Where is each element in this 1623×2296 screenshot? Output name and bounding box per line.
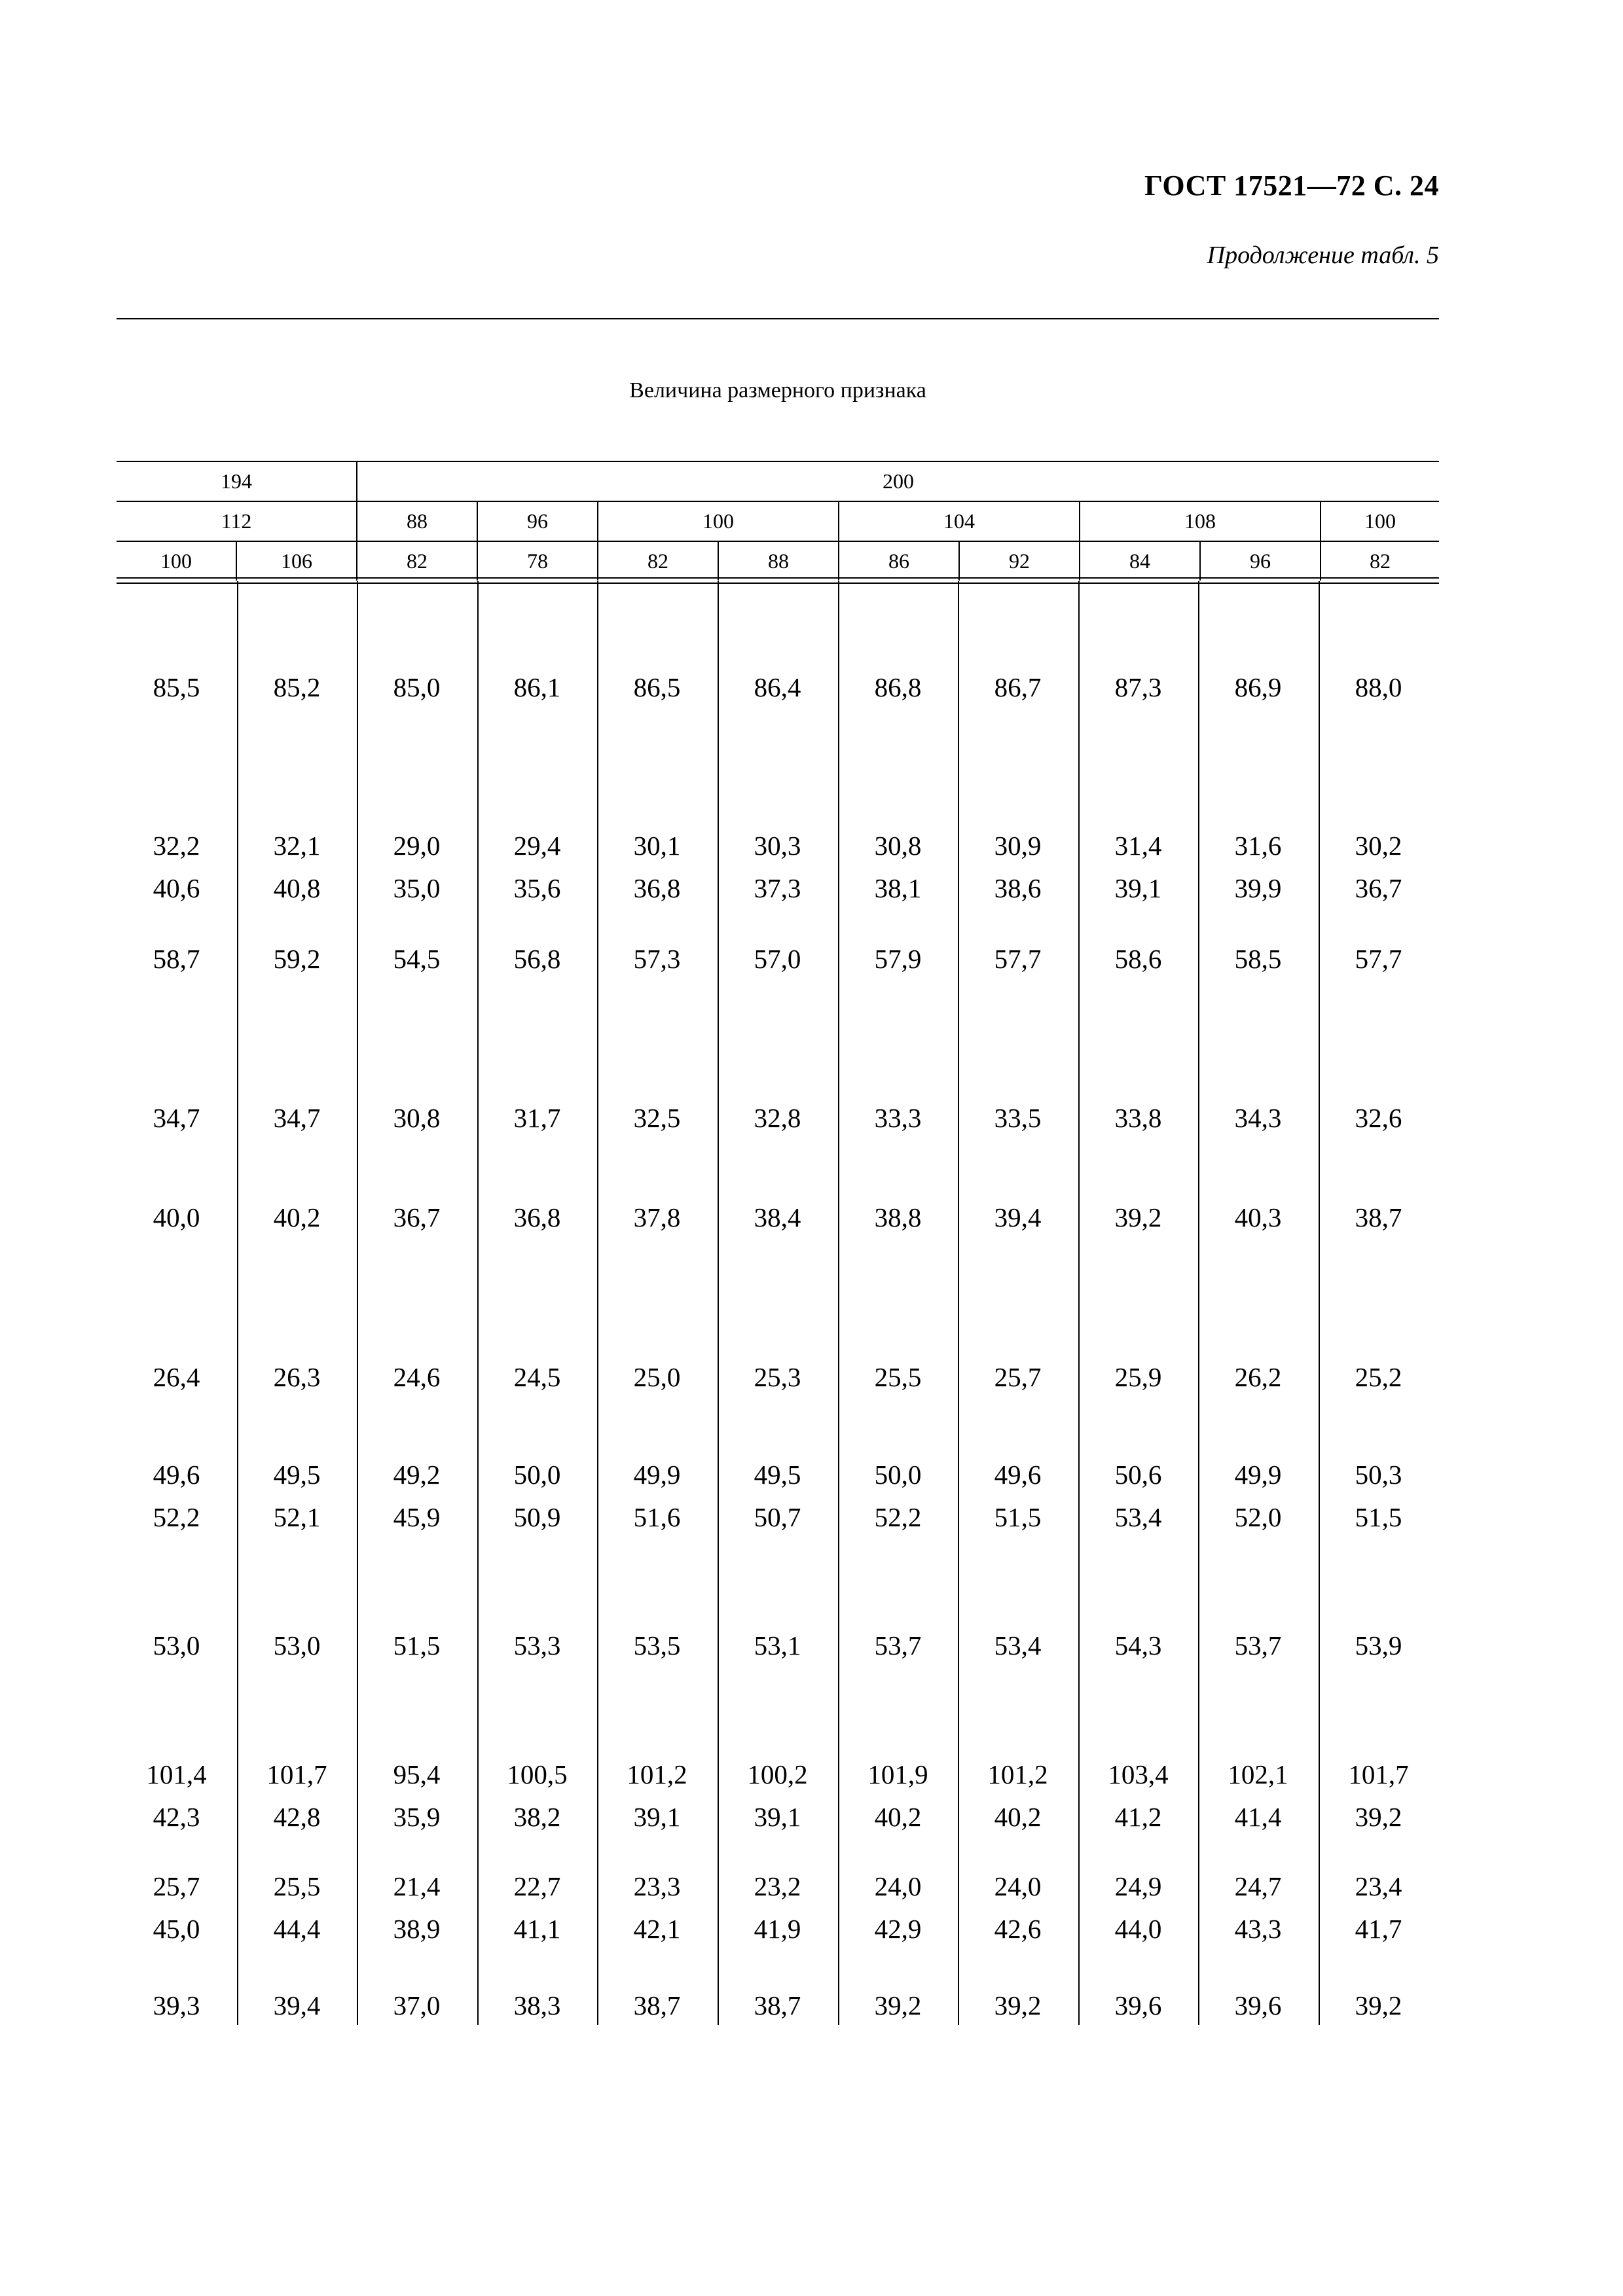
table-cell: 39,4 bbox=[273, 1990, 321, 2020]
table-cell: 50,0 bbox=[513, 1460, 561, 1490]
table-cell: 24,0 bbox=[874, 1871, 922, 1901]
table-cell: 57,9 bbox=[874, 944, 922, 974]
table-cell: 39,1 bbox=[633, 1802, 681, 1832]
top-rule bbox=[117, 318, 1439, 319]
table-cell: 35,9 bbox=[393, 1802, 441, 1832]
header-cell: 86 bbox=[839, 541, 959, 581]
table-cell: 25,9 bbox=[1114, 1362, 1162, 1392]
table-cell: 42,1 bbox=[633, 1914, 681, 1944]
table-cell: 30,8 bbox=[393, 1103, 441, 1133]
table-header bbox=[117, 461, 1439, 581]
table-cell: 49,2 bbox=[393, 1460, 441, 1490]
table-cell: 49,6 bbox=[153, 1460, 200, 1490]
table-cell: 41,7 bbox=[1355, 1914, 1402, 1944]
header-cell: 88 bbox=[357, 501, 477, 541]
header-cell: 200 bbox=[357, 461, 1439, 501]
table-cell: 53,9 bbox=[1355, 1630, 1402, 1660]
table-cell: 23,4 bbox=[1355, 1871, 1402, 1901]
header-cell: 108 bbox=[1080, 501, 1321, 541]
table-cell: 53,5 bbox=[633, 1630, 681, 1660]
header-cell: 96 bbox=[477, 501, 598, 541]
table-cell: 23,2 bbox=[754, 1871, 801, 1901]
table-cell: 25,5 bbox=[273, 1871, 321, 1901]
table-cell: 25,7 bbox=[153, 1871, 200, 1901]
table-cell: 49,9 bbox=[633, 1460, 681, 1490]
table-cell: 37,3 bbox=[754, 873, 801, 903]
table-cell: 39,1 bbox=[754, 1802, 801, 1832]
table-cell: 33,5 bbox=[994, 1103, 1042, 1133]
table-cell: 42,8 bbox=[273, 1802, 321, 1832]
table-cell: 57,3 bbox=[633, 944, 681, 974]
table-cell: 38,3 bbox=[513, 1990, 561, 2020]
table-cell: 37,0 bbox=[393, 1990, 441, 2020]
table-cell: 40,8 bbox=[273, 873, 321, 903]
table-cell: 40,0 bbox=[153, 1202, 200, 1232]
table-cell: 42,9 bbox=[874, 1914, 922, 1944]
table-cell: 45,9 bbox=[393, 1502, 441, 1532]
header-cell: 100 bbox=[598, 501, 839, 541]
table-cell: 58,5 bbox=[1234, 944, 1282, 974]
table-cell: 29,4 bbox=[513, 831, 561, 861]
table-cell: 34,3 bbox=[1234, 1103, 1282, 1133]
table-cell: 30,9 bbox=[994, 831, 1042, 861]
table-cell: 53,0 bbox=[273, 1630, 321, 1660]
table-cell: 102,1 bbox=[1228, 1759, 1288, 1789]
table-cell: 85,0 bbox=[393, 672, 441, 702]
table-cell: 100,2 bbox=[747, 1759, 808, 1789]
table-cell: 39,1 bbox=[1114, 873, 1162, 903]
table-cell: 51,5 bbox=[1355, 1502, 1402, 1532]
table-cell: 29,0 bbox=[393, 831, 441, 861]
header-cell: 92 bbox=[959, 541, 1080, 581]
table-cell: 54,3 bbox=[1114, 1630, 1162, 1660]
table-cell: 86,8 bbox=[874, 672, 922, 702]
header-cell: 88 bbox=[718, 541, 839, 581]
table-cell: 50,7 bbox=[754, 1502, 801, 1532]
table-caption: Величина размерного признака bbox=[629, 378, 926, 403]
header-cell: 104 bbox=[839, 501, 1080, 541]
table-cell: 40,2 bbox=[994, 1802, 1042, 1832]
header-cell: 100 bbox=[1321, 501, 1439, 541]
table-cell: 57,7 bbox=[1355, 944, 1402, 974]
table-cell: 86,5 bbox=[633, 672, 681, 702]
table-cell: 39,2 bbox=[1114, 1202, 1162, 1232]
table-cell: 32,2 bbox=[153, 831, 200, 861]
header-double-rule bbox=[117, 577, 1439, 584]
table-cell: 44,4 bbox=[273, 1914, 321, 1944]
table-cell: 38,7 bbox=[1355, 1202, 1402, 1232]
table-cell: 38,4 bbox=[754, 1202, 801, 1232]
table-continuation-note: Продолжение табл. 5 bbox=[1207, 242, 1439, 269]
table-cell: 44,0 bbox=[1114, 1914, 1162, 1944]
table-cell: 36,7 bbox=[393, 1202, 441, 1232]
table-cell: 25,2 bbox=[1355, 1362, 1402, 1392]
table-cell: 52,0 bbox=[1234, 1502, 1282, 1532]
table-cell: 24,6 bbox=[393, 1362, 441, 1392]
table-cell: 51,5 bbox=[994, 1502, 1042, 1532]
table-cell: 21,4 bbox=[393, 1871, 441, 1901]
table-cell: 58,7 bbox=[153, 944, 200, 974]
table-cell: 32,6 bbox=[1355, 1103, 1402, 1133]
table-cell: 95,4 bbox=[393, 1759, 441, 1789]
table-cell: 57,0 bbox=[754, 944, 801, 974]
table-cell: 39,6 bbox=[1234, 1990, 1282, 2020]
table-cell: 38,6 bbox=[994, 873, 1042, 903]
header-cell: 96 bbox=[1200, 541, 1321, 581]
header-cell: 82 bbox=[1321, 541, 1439, 581]
table-cell: 101,4 bbox=[146, 1759, 207, 1789]
header-cell: 112 bbox=[117, 501, 357, 541]
table-cell: 30,8 bbox=[874, 831, 922, 861]
table-cell: 86,4 bbox=[754, 672, 801, 702]
table-cell: 24,5 bbox=[513, 1362, 561, 1392]
table-cell: 53,1 bbox=[754, 1630, 801, 1660]
table-cell: 42,3 bbox=[153, 1802, 200, 1832]
table-cell: 101,7 bbox=[1348, 1759, 1409, 1789]
table-cell: 32,1 bbox=[273, 831, 321, 861]
table-cell: 54,5 bbox=[393, 944, 441, 974]
table-cell: 50,6 bbox=[1114, 1460, 1162, 1490]
table-cell: 39,2 bbox=[1355, 1802, 1402, 1832]
table-cell: 53,4 bbox=[994, 1630, 1042, 1660]
table-cell: 25,5 bbox=[874, 1362, 922, 1392]
table-cell: 59,2 bbox=[273, 944, 321, 974]
table-cell: 30,3 bbox=[754, 831, 801, 861]
table-cell: 31,7 bbox=[513, 1103, 561, 1133]
table-cell: 41,2 bbox=[1114, 1802, 1162, 1832]
table-cell: 38,8 bbox=[874, 1202, 922, 1232]
table-cell: 101,7 bbox=[266, 1759, 327, 1789]
table-cell: 53,4 bbox=[1114, 1502, 1162, 1532]
table-cell: 43,3 bbox=[1234, 1914, 1282, 1944]
table-cell: 37,8 bbox=[633, 1202, 681, 1232]
table-cell: 40,2 bbox=[273, 1202, 321, 1232]
table-cell: 100,5 bbox=[507, 1759, 568, 1789]
table-cell: 31,4 bbox=[1114, 831, 1162, 861]
table-cell: 38,7 bbox=[754, 1990, 801, 2020]
table-cell: 39,6 bbox=[1114, 1990, 1162, 2020]
table-cell: 39,2 bbox=[1355, 1990, 1402, 2020]
table-cell: 25,0 bbox=[633, 1362, 681, 1392]
table-cell: 24,9 bbox=[1114, 1871, 1162, 1901]
table-cell: 53,7 bbox=[874, 1630, 922, 1660]
table-cell: 26,4 bbox=[153, 1362, 200, 1392]
table-cell: 40,3 bbox=[1234, 1202, 1282, 1232]
table-cell: 101,9 bbox=[867, 1759, 928, 1789]
header-cell: 106 bbox=[236, 541, 357, 581]
table-cell: 22,7 bbox=[513, 1871, 561, 1901]
table-cell: 33,8 bbox=[1114, 1103, 1162, 1133]
table-cell: 86,9 bbox=[1234, 672, 1282, 702]
header-cell: 194 bbox=[117, 461, 357, 501]
table-cell: 25,3 bbox=[754, 1362, 801, 1392]
table-cell: 39,4 bbox=[994, 1202, 1042, 1232]
table-cell: 39,9 bbox=[1234, 873, 1282, 903]
table-cell: 85,2 bbox=[273, 672, 321, 702]
table-cell: 86,1 bbox=[513, 672, 561, 702]
table-cell: 23,3 bbox=[633, 1871, 681, 1901]
table-cell: 50,0 bbox=[874, 1460, 922, 1490]
table-cell: 45,0 bbox=[153, 1914, 200, 1944]
header-cell: 82 bbox=[357, 541, 477, 581]
table-cell: 52,1 bbox=[273, 1502, 321, 1532]
table-cell: 50,9 bbox=[513, 1502, 561, 1532]
table-cell: 53,3 bbox=[513, 1630, 561, 1660]
table-cell: 49,5 bbox=[273, 1460, 321, 1490]
table-cell: 53,7 bbox=[1234, 1630, 1282, 1660]
table-cell: 35,0 bbox=[393, 873, 441, 903]
table-cell: 51,6 bbox=[633, 1502, 681, 1532]
table-cell: 41,9 bbox=[754, 1914, 801, 1944]
header-cell: 84 bbox=[1080, 541, 1200, 581]
table-cell: 101,2 bbox=[987, 1759, 1048, 1789]
table-cell: 39,3 bbox=[153, 1990, 200, 2020]
table-cell: 41,4 bbox=[1234, 1802, 1282, 1832]
header-cell: 82 bbox=[598, 541, 718, 581]
table-cell: 50,3 bbox=[1355, 1460, 1402, 1490]
table-cell: 40,6 bbox=[153, 873, 200, 903]
table-cell: 30,1 bbox=[633, 831, 681, 861]
table-cell: 42,6 bbox=[994, 1914, 1042, 1944]
table-cell: 24,7 bbox=[1234, 1871, 1282, 1901]
table-cell: 49,5 bbox=[754, 1460, 801, 1490]
table-cell: 88,0 bbox=[1355, 672, 1402, 702]
table-cell: 56,8 bbox=[513, 944, 561, 974]
table-cell: 31,6 bbox=[1234, 831, 1282, 861]
table-cell: 24,0 bbox=[994, 1871, 1042, 1901]
table-cell: 57,7 bbox=[994, 944, 1042, 974]
table-cell: 52,2 bbox=[874, 1502, 922, 1532]
table-cell: 34,7 bbox=[273, 1103, 321, 1133]
table-cell: 51,5 bbox=[393, 1630, 441, 1660]
table-cell: 25,7 bbox=[994, 1362, 1042, 1392]
table-cell: 49,9 bbox=[1234, 1460, 1282, 1490]
table-cell: 85,5 bbox=[153, 672, 200, 702]
table-cell: 49,6 bbox=[994, 1460, 1042, 1490]
header-cell: 100 bbox=[117, 541, 236, 581]
table-cell: 36,7 bbox=[1355, 873, 1402, 903]
table-cell: 39,2 bbox=[994, 1990, 1042, 2020]
table-cell: 38,7 bbox=[633, 1990, 681, 2020]
table-cell: 58,6 bbox=[1114, 944, 1162, 974]
table-cell: 87,3 bbox=[1114, 672, 1162, 702]
table-cell: 32,5 bbox=[633, 1103, 681, 1133]
table-cell: 30,2 bbox=[1355, 831, 1402, 861]
table-cell: 103,4 bbox=[1108, 1759, 1169, 1789]
table-cell: 34,7 bbox=[153, 1103, 200, 1133]
table-cell: 38,1 bbox=[874, 873, 922, 903]
table-cell: 26,2 bbox=[1234, 1362, 1282, 1392]
table-cell: 38,9 bbox=[393, 1914, 441, 1944]
table-cell: 40,2 bbox=[874, 1802, 922, 1832]
table-cell: 52,2 bbox=[153, 1502, 200, 1532]
table-cell: 38,2 bbox=[513, 1802, 561, 1832]
table-cell: 101,2 bbox=[627, 1759, 687, 1789]
table-cell: 26,3 bbox=[273, 1362, 321, 1392]
table-cell: 33,3 bbox=[874, 1103, 922, 1133]
table-cell: 35,6 bbox=[513, 873, 561, 903]
table-cell: 41,1 bbox=[513, 1914, 561, 1944]
header-cell: 78 bbox=[477, 541, 598, 581]
table-cell: 36,8 bbox=[633, 873, 681, 903]
table-cell: 86,7 bbox=[994, 672, 1042, 702]
document-reference: ГОСТ 17521—72 С. 24 bbox=[1144, 170, 1439, 202]
table-cell: 32,8 bbox=[754, 1103, 801, 1133]
table-cell: 53,0 bbox=[153, 1630, 200, 1660]
table-cell: 39,2 bbox=[874, 1990, 922, 2020]
table-cell: 36,8 bbox=[513, 1202, 561, 1232]
